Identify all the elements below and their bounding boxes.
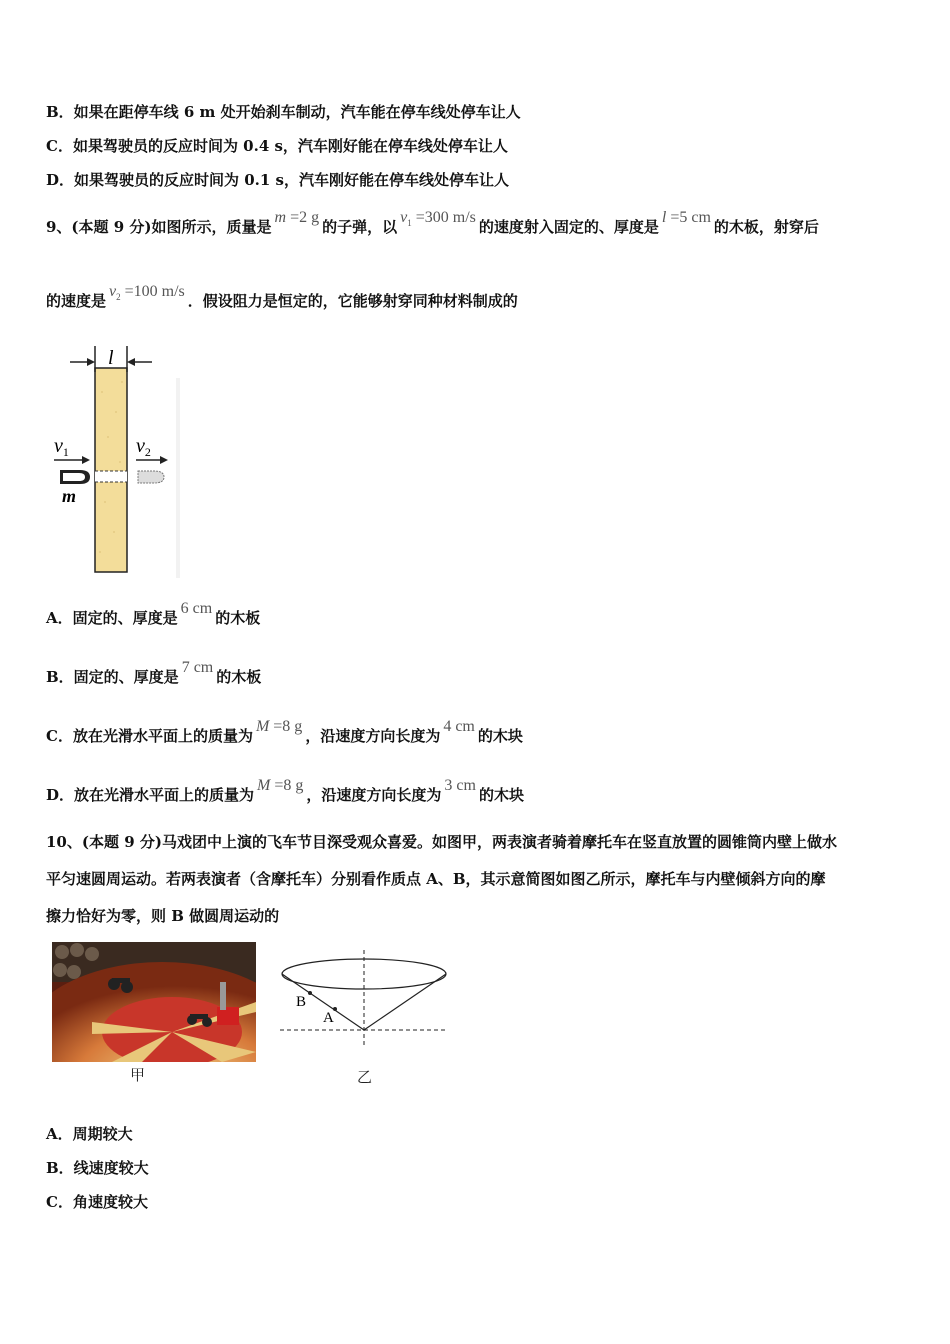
point-b-dot <box>308 991 312 995</box>
q10-stem-line1: 10、(本题 9 分)马戏团中上演的飞车节目深受观众喜爱。如图甲，两表演者骑着摩托车在竖直放置的圆锥筒内壁上做水 <box>46 833 837 851</box>
q9-mass: m =2 g <box>274 209 320 226</box>
q9-v1: $v_1 =300$ m/s <box>400 209 476 229</box>
figure-a-caption: 甲 <box>130 1066 146 1084</box>
wooden-board <box>95 368 127 572</box>
option-prev-d: D．如果驾驶员的反应时间为 0.1 s，汽车刚好能在停车线处停车让人 <box>46 171 509 189</box>
q10-option-a: A．周期较大 <box>46 1125 133 1143</box>
point-a-label: A <box>323 1010 334 1026</box>
q9-v2: $v_2 =100$ m/s <box>109 283 185 303</box>
circus-photo <box>52 942 256 1062</box>
q10-stem-line2: 平匀速圆周运动。若两表演者（含摩托车）分别看作质点 A、B，其示意简图如图乙所示，摩托车与内壁倾斜方向的摩 <box>46 870 826 888</box>
point-b-label: B <box>296 994 307 1010</box>
q9-thickness: l =5 cm <box>661 209 711 226</box>
q9-option-d: D．放在光滑水平面上的质量为M =8 g，沿速度方向长度为3 cm的木块 <box>46 777 524 804</box>
thickness-label: l <box>108 347 114 369</box>
mass-label: m <box>62 486 77 506</box>
figure-b-caption: 乙 <box>357 1068 373 1086</box>
q10-stem-line3: 擦力恰好为零，则 B 做圆周运动的 <box>46 907 280 925</box>
option-prev-c: C．如果驾驶员的反应时间为 0.4 s，汽车刚好能在停车线处停车让人 <box>46 137 508 155</box>
bullet-after <box>138 471 164 483</box>
bullet-board-figure <box>50 342 180 578</box>
v1-label: $v_1$ <box>54 435 69 459</box>
q9-option-a: A．固定的、厚度是6 cm的木板 <box>46 600 261 627</box>
q9-option-b: B．固定的、厚度是7 cm的木板 <box>46 659 262 686</box>
q9-stem-line2: 的速度是$v_2 =100$ m/s．假设阻力是恒定的，它能够射穿同种材料制成的 <box>46 283 518 310</box>
q10-option-b: B．线速度较大 <box>46 1159 149 1177</box>
v2-label: $v_2$ <box>136 435 151 459</box>
q10-option-c: C．角速度较大 <box>46 1193 148 1211</box>
q9-option-c: C．放在光滑水平面上的质量为M =8 g，沿速度方向长度为4 cm的木块 <box>46 718 523 745</box>
option-prev-b: B．如果在距停车线 6 m 处开始刹车制动，汽车能在停车线处停车让人 <box>46 103 521 121</box>
q9-stem-line1: 9、(本题 9 分)如图所示，质量是m =2 g的子弹，以$v_1 =300$ m/s的速度射入固定的、厚度是l =5 cm的木板，射穿后 <box>46 209 819 236</box>
